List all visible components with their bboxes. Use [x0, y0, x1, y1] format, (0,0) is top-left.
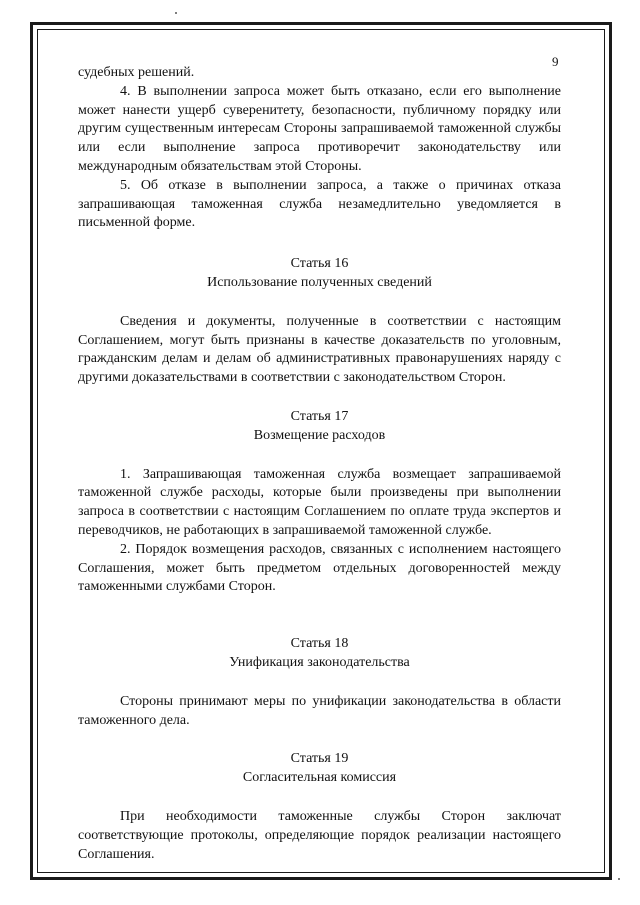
article-title: Унификация законодательства	[229, 654, 410, 670]
article-number: Статья 17	[290, 408, 349, 424]
paragraph: Стороны принимают меры по унификации законодательства в области таможенного дела.	[78, 693, 561, 728]
paragraph: 1. Запрашивающая таможенная служба возмещает запрашиваемой таможенной службе расходы, которые были произведены при выполнении запроса в соответствии с настоящим Соглашением по оплате труда экспертов и переводчиков, не работающих в запрашиваемой таможенной службе.	[78, 466, 561, 538]
article-number: Статья 18	[290, 636, 349, 652]
paragraph: 4. В выполнении запроса может быть отказано, если его выполнение может нанести ущерб суверенитету, безопасности, публичному порядку или другим существенным интересам Стороны запрашиваемой таможенной службы или если выполнение запроса противоречит законодательству или международным обязательствам этой Стороны.	[78, 83, 561, 174]
scan-speck	[175, 12, 177, 14]
scan-speck	[618, 878, 620, 880]
article-title: Использование полученных сведений	[207, 274, 432, 290]
article-number: Статья 19	[290, 751, 349, 767]
page-number: 9	[552, 54, 559, 69]
paragraph: 2. Порядок возмещения расходов, связанных с исполнением настоящего Соглашения, может быть предметом отдельных договоренностей между таможенными службами Сторон.	[78, 541, 561, 595]
article-title: Согласительная комиссия	[242, 770, 397, 786]
article-number: Статья 16	[290, 256, 349, 272]
document-body	[78, 64, 561, 864]
article-title: Возмещение расходов	[253, 427, 386, 443]
paragraph: Сведения и документы, полученные в соответствии с настоящим Соглашением, могут быть признаны в качестве доказательств по уголовным, гражданским делам и делам об административных правонарушениях наряду с другими доказательствами в соответствии с законодательством Сторон.	[78, 313, 561, 386]
paragraph: 5. Об отказе в выполнении запроса, а также о причинах отказа запрашивающая таможенная служба незамедлительно уведомляется в письменной форме.	[78, 177, 561, 231]
paragraph: судебных решений.	[78, 65, 195, 80]
paragraph: При необходимости таможенные службы Сторон заключат соответствующие протоколы, определяющие порядок реализации настоящего Соглашения.	[78, 808, 561, 862]
